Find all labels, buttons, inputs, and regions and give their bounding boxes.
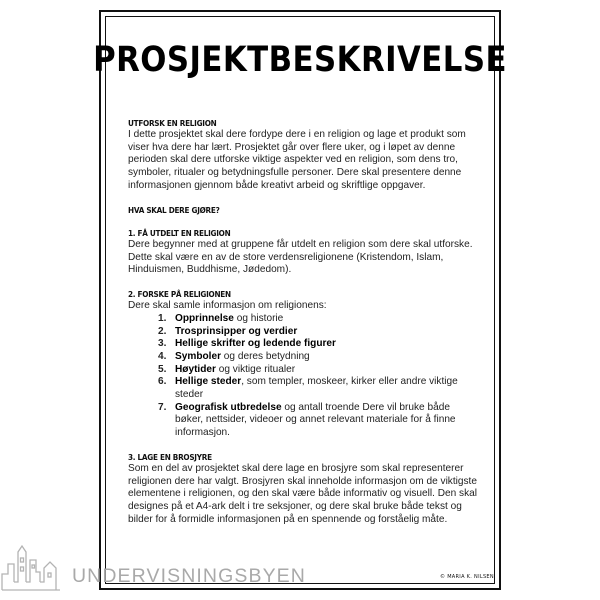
intro-paragraph: I dette prosjektet skal dere fordype dere i en religion og lage et produkt som viser hva dere har lært. Prosjektet går over flere uker, og i løpet av denne perioden skal dere utforske viktige aspekter ved en religion, som dens tro, symboler, ritualer og betydningsfulle personer. Dere skal presentere denne informasjonen gjennom både kreativt arbeid og skriftlige oppgaver. <box>128 129 466 191</box>
step1-paragraph: Dere begynner med at gruppene får utdelt en religion som dere skal utforske. Dette skal være en av de store verdensreligionene (Kristendom, Islam, Hinduismen, Buddhisme, Jødedom). <box>128 239 473 276</box>
list-item: 4. Symboler og deres betydning <box>158 350 310 362</box>
list-item: 5. Høytider og viktige ritualer <box>158 363 296 375</box>
list-item: 1. Opprinnelse og historie <box>158 312 284 324</box>
step3-paragraph: Som en del av prosjektet skal dere lage en brosjyre som skal representerer religionen dere har valgt. Brosjyren skal inneholde informasjon om de viktigste elementene i religionen, og den skal være både informativ og visuell. Den skal designes på et A4-ark delt i tre seksjoner, og dere skal bruke både tekst og bilder for å formidle informasjonen på en spennende og forståelig måte. <box>128 462 477 525</box>
watermark-text: UNDERVISNINGSBYEN <box>72 565 306 587</box>
what-heading: HVA SKAL DERE GJØRE? <box>128 205 220 216</box>
step2-intro: Dere skal samle informasjon om religionens: <box>128 300 327 312</box>
list-item: 6. Hellige steder, som templer, moskeer, kirker eller andre viktige steder <box>158 376 458 401</box>
step3-heading: 3. LAGE EN BROSJYRE <box>128 451 212 462</box>
list-item: 3. Hellige skrifter og ledende figurer <box>158 338 336 350</box>
document-body <box>128 118 480 526</box>
list-item: 7. Geografisk utbredelse og antall troende Dere vil bruke både bøker, nettsider, videoer og annet relevant materiale for å finne informasjon. <box>158 401 456 439</box>
copyright-label: © MARIA K. NILSEN <box>440 574 494 580</box>
step1-heading: 1. FÅ UTDELT EN RELIGION <box>128 228 231 239</box>
step2-heading: 2. FORSKE PÅ RELIGIONEN <box>128 289 231 300</box>
list-item: 2. Trosprinsipper og verdier <box>158 325 298 337</box>
intro-heading: UTFORSK EN RELIGION <box>128 118 217 128</box>
research-list <box>128 313 480 440</box>
page-title: PROSJEKTBESKRIVELSE <box>93 40 507 80</box>
